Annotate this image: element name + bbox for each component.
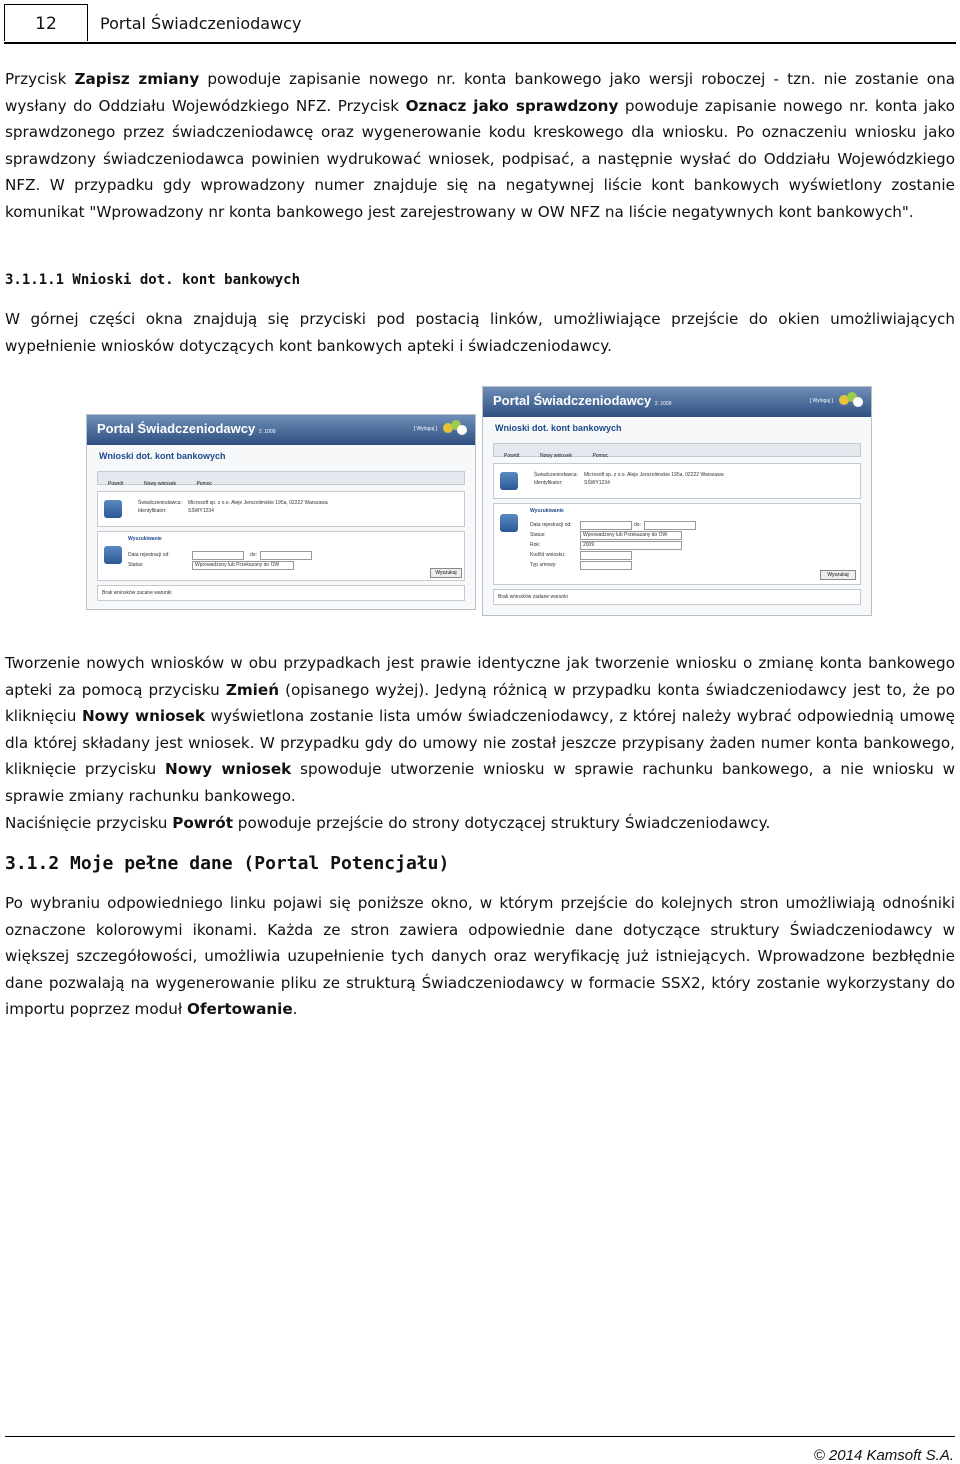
term-ofertowanie: Ofertowanie xyxy=(187,1000,293,1018)
footer-rule xyxy=(5,1436,955,1437)
running-title: Portal Świadczeniodawcy xyxy=(100,14,302,33)
term-zmien: Zmień xyxy=(225,680,279,699)
status-select[interactable]: Wprowadzony lub Przekazany do OW xyxy=(580,531,682,540)
search-button[interactable]: Wyszukaj xyxy=(430,568,462,578)
page-title: Wnioski dot. kont bankowych xyxy=(99,451,226,461)
search-button[interactable]: Wyszukaj xyxy=(820,570,856,580)
logout-link[interactable]: [ Wyloguj ] xyxy=(413,426,437,432)
screenshot-right xyxy=(482,386,872,616)
provider-icon xyxy=(104,500,122,518)
tab-pomoc[interactable]: Pomoc xyxy=(592,453,608,459)
tab-pomoc[interactable]: Pomoc xyxy=(196,481,212,487)
contract-type-select[interactable] xyxy=(580,561,632,570)
date-to-input[interactable] xyxy=(260,551,312,560)
tab-nowy-wniosek[interactable]: Nowy wniosek xyxy=(540,453,572,459)
search-icon xyxy=(104,546,122,564)
status-select[interactable]: Wprowadzony lub Przekazany do OW xyxy=(192,561,294,570)
section-heading-3-1-1-1: 3.1.1.1 Wnioski dot. kont bankowych xyxy=(5,272,301,288)
term-powrot: Powrót xyxy=(172,814,233,832)
tab-nowy-wniosek[interactable]: Nowy wniosek xyxy=(144,481,176,487)
results-panel: Brak wniosków zacane warunki xyxy=(97,585,465,601)
paragraph-back-button: Naciśnięcie przycisku Powrót powoduje przejście do strony dotyczącej struktury Świadczeniodawcy. xyxy=(5,814,771,832)
paragraph-new-requests: Tworzenie nowych wniosków w obu przypadkach jest prawie identyczne jak tworzenie wniosku o zmianę konta bankowego apteki za pomocą przycisku Zmień (opisanego wyżej). Jedyną różnicą w przypadku konta świadczeniodawcy jest to, że po kliknięciu Nowy wniosek wyświetlona zostanie lista umów świadczeniodawcy, z której należy wybrać odpowiednią umowę dla której składany jest wniosek. W przypadku gdy do umowy nie został jeszcze przypisany żaden numer konta bankowego, kliknięcie przycisku Nowy wniosek spowoduje utworzenie wniosku w sprawie rachunku bankowego, a nie wniosku w sprawie zmiany rachunku bankowego. xyxy=(5,654,955,805)
page-title: Wnioski dot. kont bankowych xyxy=(495,423,622,433)
portal-logo-icon xyxy=(443,420,467,436)
date-from-input[interactable] xyxy=(580,521,632,530)
provider-icon xyxy=(500,472,518,490)
portal-logo-icon xyxy=(839,392,863,408)
page-header xyxy=(4,4,956,44)
tab-powrot[interactable]: Powrót xyxy=(108,481,124,487)
tab-powrot[interactable]: Powrót xyxy=(504,453,520,459)
search-panel: Wyszukiwanie Data rejestracji od: do: Status: Wprowadzony lub Przekazany do OW Wyszukaj xyxy=(97,531,465,581)
page-number: 12 xyxy=(4,4,88,41)
logout-link[interactable]: [ Wyloguj ] xyxy=(809,398,833,404)
date-to-input[interactable] xyxy=(644,521,696,530)
toolbar xyxy=(493,443,861,457)
year-select[interactable]: 2009 xyxy=(580,541,682,550)
term-oznacz-jako-sprawdzony: Oznacz jako sprawdzony xyxy=(405,96,619,115)
screenshot-left xyxy=(86,414,476,610)
paragraph-save-buttons: Przycisk Zapisz zmiany powoduje zapisanie nowego nr. konta bankowego jako wersji roboczej - tzn. nie zostanie ona wysłany do Oddziału Wojewódzkiego NFZ. Przycisk Oznacz jako sprawdzony powoduje zapisanie nowego nr. konta jako sprawdzonego przez świadczeniodawcę oraz wygenerowanie kodu kreskowego dla wniosku. Po oznaczeniu wniosku jako sprawdzony świadczeniodawca powinien wydrukować wniosek, podpisać, a następnie wysłać do Oddziału Wojewódzkiego NFZ. W przypadku gdy wprowadzony numer znajduje się na negatywnej liście kont bankowych wyświetlony zostanie komunikat "Wprowadzony nr konta bankowego jest zarejestrowany w OW NFZ na liście negatywnych kont bankowych". xyxy=(5,70,955,221)
copyright-footer: © 2014 Kamsoft S.A. xyxy=(813,1447,954,1464)
portal-banner: Portal Świadczeniodawcy 2. 1009 [ Wyloguj ] xyxy=(483,387,871,417)
term-nowy-wniosek: Nowy wniosek xyxy=(81,707,205,725)
paragraph-full-data: Po wybraniu odpowiedniego linku pojawi się poniższe okno, w którym przejście do kolejnych stron umożliwiają odnośniki oznaczone kolorowymi ikonami. Każda ze stron zawiera odpowiednie dane dotyczące struktury Świadczeniodawcy w większej szczegółowości, umożliwia uzupełnienie tych danych oraz weryfikację już istniejących. Wprowadzone bezbłędnie dane pozwalają na wygenerowanie pliku ze strukturą Świadczeniodawcy w formacie SSX2, który zostanie wykorzystany do importu poprzez moduł Ofertowanie. xyxy=(5,894,955,1018)
provider-panel: Świadczeniodawca: Microsoft sp. z o.o. Aleje Jerozolimskie 195a, 02222 Warszawa Identyfikator: SŚWY1234 xyxy=(493,463,861,499)
search-panel: Wyszukiwanie Data rejestracji od: do: Status: Wprowadzony lub Przekazany do OW Rok: 2009 Kod/Id wniosku: Typ umowy: Wyszukaj xyxy=(493,503,861,585)
term-nowy-wniosek-2: Nowy wniosek xyxy=(165,760,292,778)
search-icon xyxy=(500,514,518,532)
code-input[interactable] xyxy=(580,551,632,560)
results-panel: Brak wniosków zadane warunki xyxy=(493,589,861,605)
term-zapisz-zmiany: Zapisz zmiany xyxy=(74,70,200,88)
date-from-input[interactable] xyxy=(192,551,244,560)
section-heading-3-1-2: 3.1.2 Moje pełne dane (Portal Potencjału) xyxy=(5,853,450,874)
toolbar xyxy=(97,471,465,485)
portal-banner: Portal Świadczeniodawcy 2. 1009 [ Wyloguj ] xyxy=(87,415,475,445)
paragraph-links-intro: W górnej części okna znajdują się przyciski pod postacią linków, umożliwiające przejście do okien umożliwiających wypełnienie wniosków dotyczących kont bankowych apteki i świadczeniodawcy. xyxy=(5,310,955,355)
provider-panel: Świadczeniodawca: Microsoft sp. z o.o. Aleje Jerozolimskie 195a, 02222 Warszawa Identyfikator: SŚWY1234 xyxy=(97,491,465,527)
